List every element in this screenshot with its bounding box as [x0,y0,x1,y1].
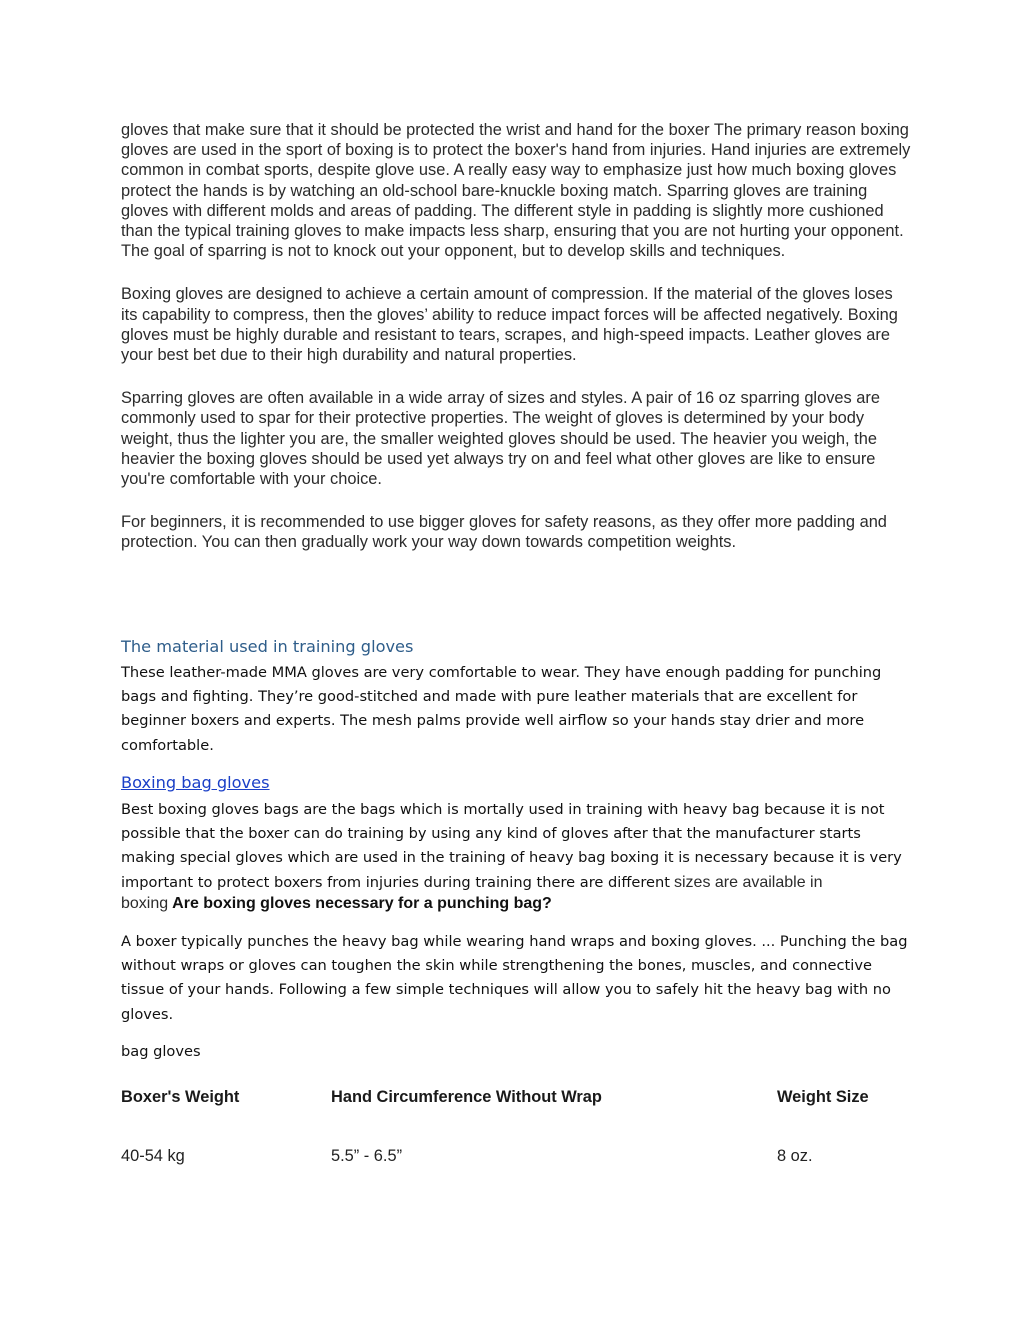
table-cell-weight-size: 8 oz. [777,1147,813,1165]
table-header-hand-circumference: Hand Circumference Without Wrap [331,1088,602,1106]
paragraph-compression: Boxing gloves are designed to achieve a certain amount of compression. If the material of the gloves loses its capability to compress, then the gloves’ ability to reduce impact forces will be affected negatively. Boxing gloves must be highly durable and resistant to tears, scrapes, and high-speed impacts. Leather gloves are your best bet due to their high durability and natural properties. [121,285,898,365]
glove-size-table [121,1088,911,1167]
bag-section-text: Best boxing gloves bags are the bags which is mortally used in training with heavy bag because it is not possible that the boxer can do training by using any kind of gloves after that the manufacturer starts making special gloves which are used in the training of heavy bag boxing it is necessary because it is very important to protect boxers from injuries during training there are different [121,801,902,891]
bag-section-tail-1: sizes are available in [673,873,823,891]
material-section-body: These leather-made MMA gloves are very comfortable to wear. They have enough padding for punching bags and fighting. They’re good-stitched and made with pure leather materials that are excellent for beginner boxers and experts. The mesh palms provide well airflow so your hands stay drier and more comfortable. [121,664,882,754]
paragraph-sparring-sizes: Sparring gloves are often available in a wide array of sizes and styles. A pair of 16 oz sparring gloves are commonly used to spar for their protective properties. The weight of gloves is determined by your body weight, thus the lighter you are, the smaller weighted gloves should be used. The heavier you weigh, the heavier the boxing gloves should be used yet always try on and feel what other gloves are like to ensure you're comfortable with your choice. [121,389,880,489]
table-header-row [121,1088,911,1108]
intro-paragraphs [121,120,911,553]
paragraph-protection: gloves that make sure that it should be protected the wrist and hand for the boxer The primary reason boxing gloves are used in the sport of boxing is to protect the boxer's hand from injuries. Hand injuries are extremely common in combat sports, despite glove use. A really easy way to emphasize just how much boxing gloves protect the hands is by watching an old-school bare-knuckle boxing match. Sparring gloves are training gloves with different molds and areas of padding. The different style in padding is slightly more cushioned than the typical training gloves to make impacts less sharp, ensuring that you are not hurting your opponent. The goal of sparring is not to knock out your opponent, but to develop skills and techniques. [121,121,911,261]
punching-bag-question: Are boxing gloves necessary for a punching bag? [172,894,552,912]
table-header-weight-size: Weight Size [777,1088,869,1106]
table-row [121,1147,911,1167]
paragraph-beginners: For beginners, it is recommended to use bigger gloves for safety reasons, as they offer more padding and protection. You can then gradually work your way down towards competition weights. [121,513,887,552]
boxing-bag-gloves-link[interactable]: Boxing bag gloves [121,773,270,792]
bag-section-body [121,798,911,913]
bag-gloves-label: bag gloves [121,1043,201,1060]
table-cell-boxer-weight: 40-54 kg [121,1147,185,1165]
table-header-boxer-weight: Boxer's Weight [121,1088,240,1106]
document-page [121,120,911,1165]
table-cell-hand-circumference: 5.5” - 6.5” [331,1147,403,1165]
bag-section-tail-2: boxing [121,894,169,912]
material-section-heading: The material used in training gloves [121,637,414,656]
paragraph-heavy-bag: A boxer typically punches the heavy bag while wearing hand wraps and boxing gloves. ... Punching the bag without wraps or gloves can toughen the skin while strengthening the bones, muscles, and connective tissue of your hands. Following a few simple techniques will allow you to safely hit the heavy bag with no gloves. [121,933,908,1023]
